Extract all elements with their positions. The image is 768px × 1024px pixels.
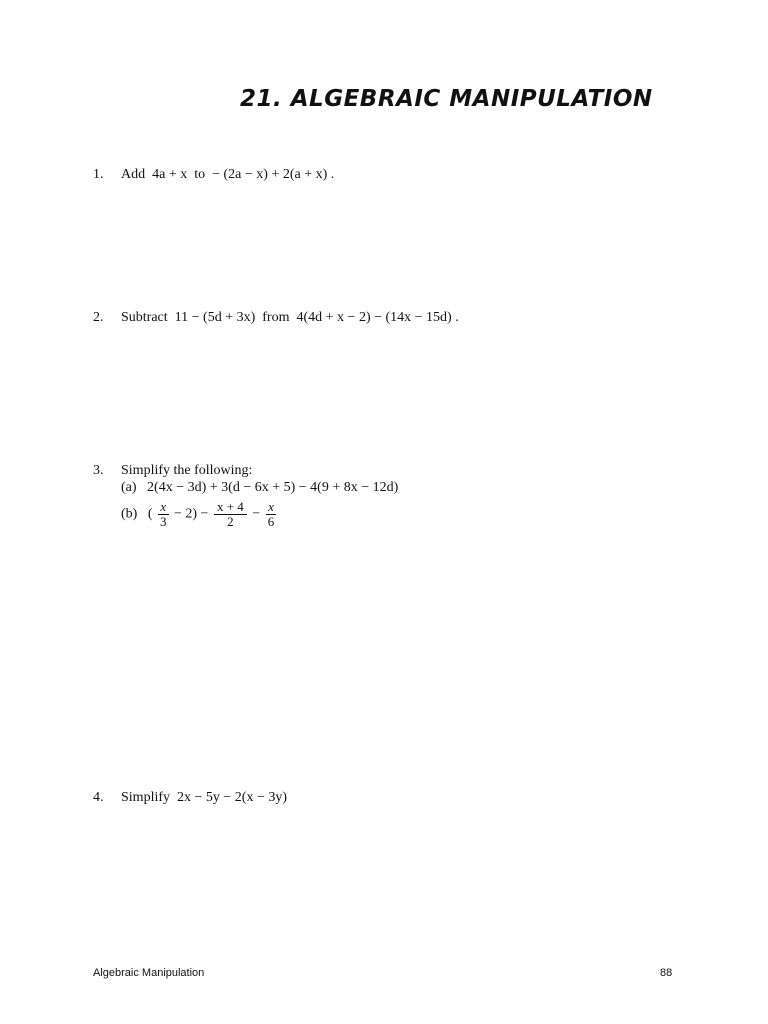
numerator: x <box>266 500 277 515</box>
part-label: (a) <box>121 480 137 495</box>
question-number: 2. <box>93 310 104 325</box>
page-number: 88 <box>660 967 673 979</box>
question-3a <box>121 480 398 496</box>
numerator: x <box>158 500 169 515</box>
question-verb: Simplify <box>121 790 171 805</box>
question-number: 3. <box>93 463 104 478</box>
math-expression: 4a + x <box>152 167 188 182</box>
question-verb: Subtract <box>121 310 168 325</box>
denominator: 3 <box>160 514 167 529</box>
math-operator: − 2) − <box>174 506 209 522</box>
question-text: Simplify the following: <box>121 463 253 478</box>
open-paren: ( <box>147 506 153 522</box>
question-number: 1. <box>93 167 104 182</box>
page-title: 21. ALGEBRAIC MANIPULATION <box>240 86 653 112</box>
part-label: (b) <box>121 506 138 522</box>
connector-word: from <box>262 310 290 325</box>
question-verb: Add <box>121 167 146 182</box>
math-expression: − (2a − x) + 2(a + x) . <box>212 167 335 182</box>
denominator: 6 <box>267 514 275 529</box>
question-number: 4. <box>93 790 104 805</box>
math-expression: 2x − 5y − 2(x − 3y) <box>177 790 288 805</box>
math-expression: 4(4d + x − 2) − (14x − 15d) . <box>296 310 459 325</box>
math-expression: 2(4x − 3d) + 3(d − 6x + 5) − 4(9 + 8x − 12d) <box>147 480 399 495</box>
fraction <box>158 500 169 529</box>
fraction <box>266 500 277 529</box>
question-3b <box>121 500 278 529</box>
connector-word: to <box>194 167 206 182</box>
footer-section-title: Algebraic Manipulation <box>93 967 205 979</box>
math-expression: 11 − (5d + 3x) <box>174 310 256 325</box>
math-operator: − <box>252 506 261 522</box>
numerator: x + 4 <box>214 500 247 515</box>
denominator: 2 <box>227 514 234 529</box>
fraction <box>214 500 247 529</box>
